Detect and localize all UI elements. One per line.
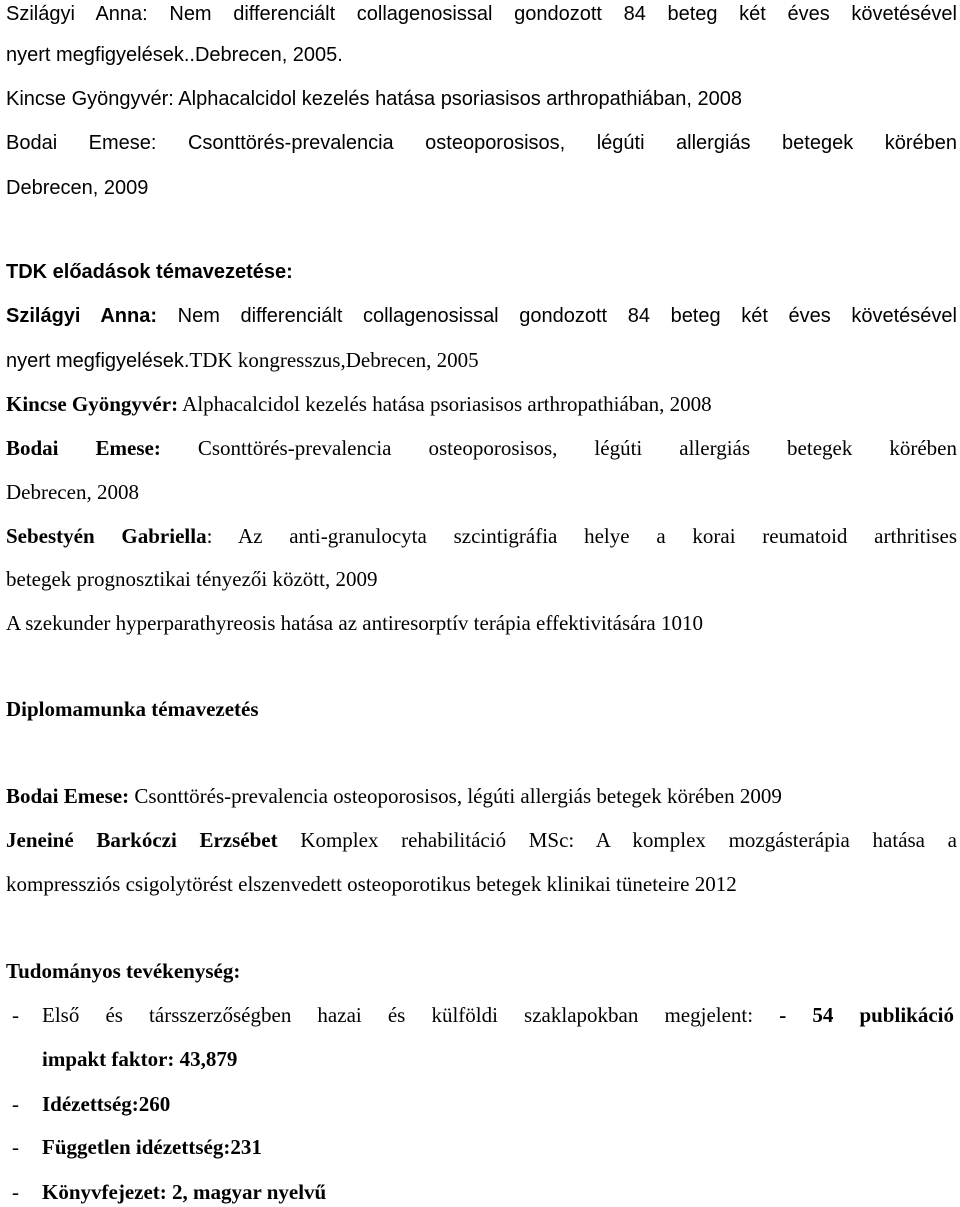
- list-dash: -: [12, 1135, 19, 1159]
- science-item-1-line-2: impakt faktor: 43,879: [42, 1047, 238, 1071]
- tdk-entry-3: Bodai Emese: Csonttörés-prevalencia osteoporosisos, légúti allergiás betegek körében: [6, 436, 958, 460]
- tdk-entry-2: Kincse Gyöngyvér: Alphacalcidol kezelés hatása psoriasisos arthropathiában, 2008: [6, 392, 712, 416]
- tdk-entry-1-line-2: nyert megfigyelések.TDK kongresszus,Debrecen, 2005: [6, 348, 479, 372]
- science-item-1: [6, 1003, 957, 1027]
- text-line: Szilágyi Anna: Nem differenciált collagenosissal gondozott 84 beteg két éves követésével: [6, 3, 957, 25]
- text-line: nyert megfigyelések..Debrecen, 2005.: [6, 44, 343, 66]
- science-item-2: - Idézettség:260: [12, 1092, 171, 1116]
- tdk-entry-4-line-2: betegek prognosztikai tényezői között, 2009: [6, 567, 378, 591]
- list-dash: -: [12, 1092, 19, 1116]
- section-heading-science: Tudományos tevékenység:: [6, 959, 241, 983]
- science-item-3: - Független idézettség:231: [12, 1135, 262, 1159]
- text-line: Debrecen, 2009: [6, 177, 149, 199]
- section-heading-diploma: Diplomamunka témavezetés: [6, 697, 259, 721]
- diploma-entry-1: Bodai Emese: Csonttörés-prevalencia osteoporosisos, légúti allergiás betegek körében 2009: [6, 784, 782, 808]
- tdk-entry-4: Sebestyén Gabriella: Az anti-granulocyta szcintigráfia helye a korai reumatoid arthritises: [6, 524, 957, 548]
- list-dash: -: [12, 1003, 19, 1027]
- list-dash: -: [12, 1180, 19, 1204]
- diploma-entry-2-line-2: kompressziós csigolytörést elszenvedett osteoporotikus betegek klinikai tüneteire 2012: [6, 872, 737, 896]
- tdk-entry-5: A szekunder hyperparathyreosis hatása az antiresorptív terápia effektivitására 1010: [6, 611, 703, 635]
- tdk-entry-1: Szilágyi Anna: Nem differenciált collagenosissal gondozott 84 beteg két éves követésével: [6, 305, 957, 327]
- tdk-entry-3-line-2: Debrecen, 2008: [6, 480, 139, 504]
- science-item-4: - Könyvfejezet: 2, magyar nyelvű: [12, 1180, 327, 1204]
- section-heading-tdk: TDK előadások témavezetése:: [6, 261, 293, 283]
- text-line: Kincse Gyöngyvér: Alphacalcidol kezelés hatása psoriasisos arthropathiában, 2008: [6, 88, 742, 110]
- science-item-1-text: Első és társszerzőségben hazai és külföldi szaklapokban megjelent: - 54 publikáció: [42, 1003, 954, 1027]
- text-line: Bodai Emese: Csonttörés-prevalencia osteoporosisos, légúti allergiás betegek körében: [6, 132, 957, 154]
- diploma-entry-2: Jeneiné Barkóczi Erzsébet Komplex rehabilitáció MSc: A komplex mozgásterápia hatása a: [6, 828, 957, 852]
